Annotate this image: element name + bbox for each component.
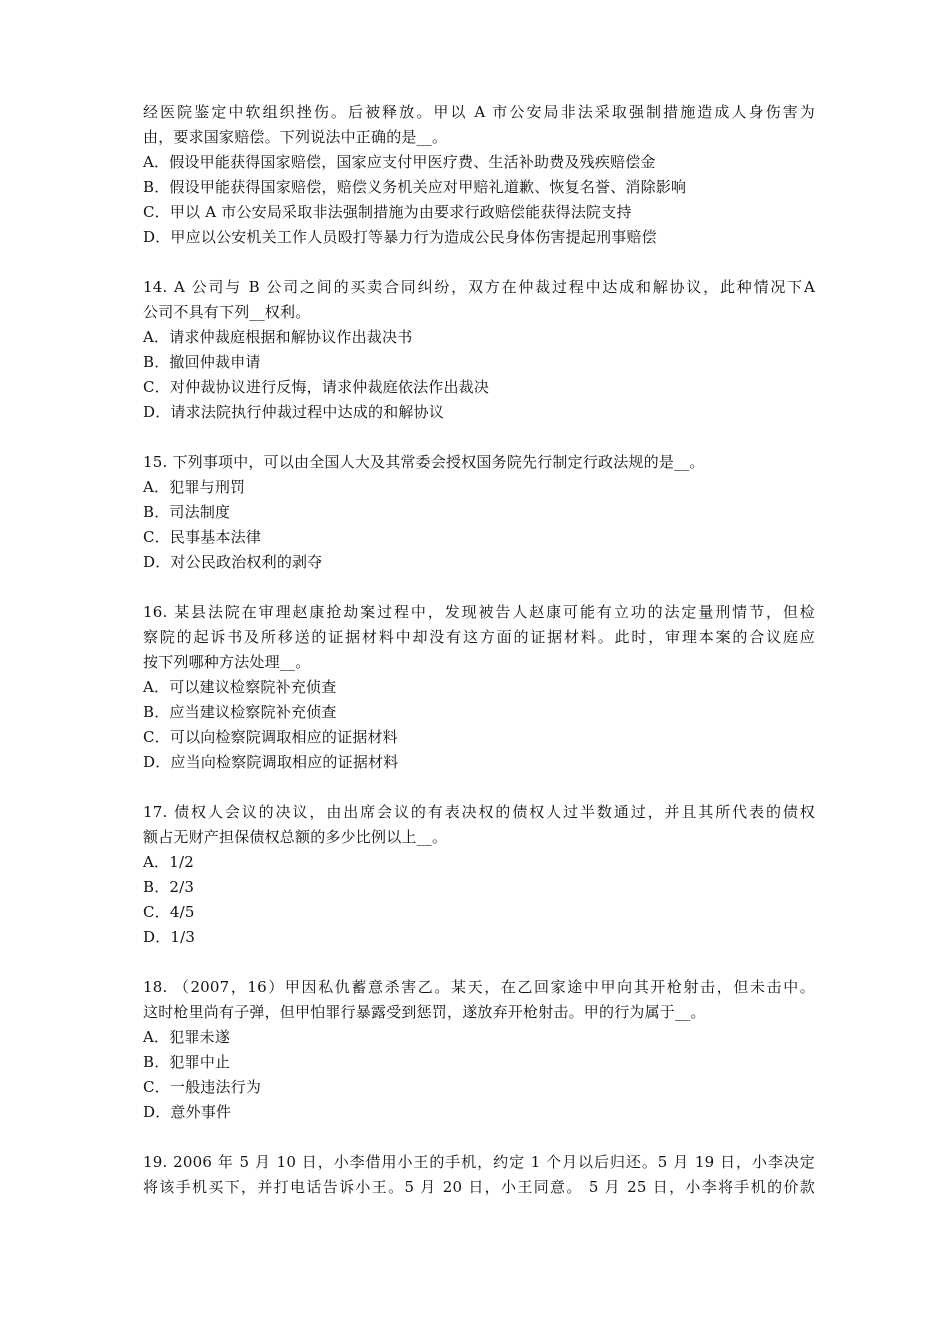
option-c: C．4/5 (143, 903, 195, 921)
option-d: D．意外事件 (143, 1103, 232, 1121)
option-d: D．请求法院执行仲裁过程中达成的和解协议 (143, 403, 445, 421)
question-stem-line: 由，要求国家赔偿。下列说法中正确的是__。 (143, 128, 448, 146)
option-c: C．一般违法行为 (143, 1078, 262, 1096)
option-c: C．甲以 A 市公安局采取非法强制措施为由要求行政赔偿能获得法院支持 (143, 203, 632, 221)
option-b: B．应当建议检察院补充侦查 (143, 703, 337, 721)
question-stem-line: 15. 下列事项中，可以由全国人大及其常委会授权国务院先行制定行政法规的是__。 (143, 453, 705, 471)
option-d: D．1/3 (143, 928, 196, 946)
option-a: A．1/2 (143, 853, 194, 871)
option-a: A．假设甲能获得国家赔偿，国家应支付甲医疗费、生活补助费及残疾赔偿金 (143, 153, 656, 171)
question-stem-line: 经医院鉴定中软组织挫伤。后被释放。甲以 A 市公安局非法采取强制措施造成人身伤害为 (143, 103, 815, 121)
option-b: B．假设甲能获得国家赔偿，赔偿义务机关应对甲赔礼道歉、恢复名誉、消除影响 (143, 178, 687, 196)
question-19 (143, 1150, 815, 1200)
option-a: A．可以建议检察院补充侦查 (143, 678, 337, 696)
option-d: D．甲应以公安机关工作人员殴打等暴力行为造成公民身体伤害提起刑事赔偿 (143, 228, 657, 246)
question-18 (143, 975, 815, 1125)
question-17 (143, 800, 815, 950)
question-16 (143, 600, 815, 775)
question-stem-line: 19. 2006 年 5 月 10 日，小李借用小王的手机，约定 1 个月以后归还。5 月 19 日，小李决定 (143, 1153, 815, 1171)
question-13-continued (143, 100, 815, 250)
option-a: A．犯罪与刑罚 (143, 478, 246, 496)
option-b: B．2/3 (143, 878, 195, 896)
question-stem-line: 按下列哪种方法处理__。 (143, 653, 311, 671)
question-15 (143, 450, 815, 575)
option-d: D．对公民政治权利的剥夺 (143, 553, 323, 571)
option-a: A．请求仲裁庭根据和解协议作出裁决书 (143, 328, 413, 346)
option-b: B．撤回仲裁申请 (143, 353, 261, 371)
question-stem-line: 16. 某县法院在审理赵康抢劫案过程中，发现被告人赵康可能有立功的法定量刑情节，但检 (143, 603, 815, 621)
option-b: B．犯罪中止 (143, 1053, 231, 1071)
question-stem-line: 18. （2007，16）甲因私仇蓄意杀害乙。某天，在乙回家途中甲向其开枪射击，但未击中。 (143, 978, 815, 996)
option-c: C．可以向检察院调取相应的证据材料 (143, 728, 398, 746)
question-stem-line: 将该手机买下，并打电话告诉小王。5 月 20 日，小王同意。 5 月 25 日，小李将手机的价款 (143, 1178, 815, 1196)
option-a: A．犯罪未遂 (143, 1028, 231, 1046)
option-b: B．司法制度 (143, 503, 231, 521)
question-stem-line: 14. A 公司与 B 公司之间的买卖合同纠纷，双方在仲裁过程中达成和解协议，此种情况下A (143, 278, 815, 296)
document-page (143, 100, 815, 1225)
question-14 (143, 275, 815, 425)
option-c: C．对仲裁协议进行反悔，请求仲裁庭依法作出裁决 (143, 378, 490, 396)
option-d: D．应当向检察院调取相应的证据材料 (143, 753, 399, 771)
question-stem-line: 公司不具有下列__权利。 (143, 303, 311, 321)
option-c: C．民事基本法律 (143, 528, 262, 546)
question-stem-line: 察院的起诉书及所移送的证据材料中却没有这方面的证据材料。此时，审理本案的合议庭应 (143, 628, 815, 646)
question-stem-line: 这时枪里尚有子弹，但甲怕罪行暴露受到惩罚，遂放弃开枪射击。甲的行为属于__。 (143, 1003, 706, 1021)
question-stem-line: 17. 债权人会议的决议，由出席会议的有表决权的债权人过半数通过，并且其所代表的债权 (143, 803, 815, 821)
question-stem-line: 额占无财产担保债权总额的多少比例以上__。 (143, 828, 448, 846)
